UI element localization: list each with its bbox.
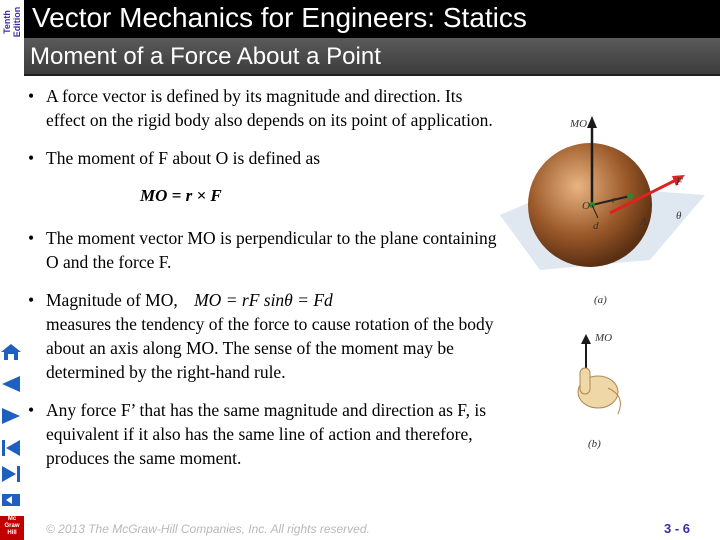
figure-label-o: O bbox=[582, 200, 590, 212]
figure-label-f: F bbox=[676, 176, 683, 188]
moment-formula: MO = r × F bbox=[140, 186, 222, 205]
previous-slide-icon[interactable] bbox=[0, 374, 22, 394]
subtitle-bar bbox=[24, 38, 720, 76]
figure-label-r: r bbox=[612, 194, 617, 206]
edition-label bbox=[0, 0, 24, 48]
figure-label-a: A bbox=[640, 216, 647, 228]
figure-label-mo-b: MO bbox=[595, 332, 613, 344]
home-icon[interactable] bbox=[0, 342, 22, 362]
edition-text: Tenth Edition bbox=[2, 6, 22, 38]
logo-text: Mc Graw Hill bbox=[4, 516, 20, 536]
last-slide-icon[interactable] bbox=[0, 464, 22, 484]
magnitude-formula: MO = rF sinθ = Fd bbox=[194, 290, 333, 310]
copyright-footer: © 2013 The McGraw-Hill Companies, Inc. All rights reserved. bbox=[46, 522, 370, 536]
figure-label-d: d bbox=[593, 220, 599, 232]
page-number: 3 - 6 bbox=[664, 521, 691, 536]
bullet-list bbox=[28, 84, 498, 484]
figure-label-theta: θ bbox=[676, 210, 682, 222]
first-slide-icon[interactable] bbox=[0, 438, 22, 458]
bullet-perpendicular: • The moment vector MO is perpendicular to the plane containing O and the force F. bbox=[28, 226, 498, 274]
exit-icon[interactable] bbox=[0, 490, 22, 510]
figure-caption-a: (a) bbox=[594, 294, 607, 306]
bullet-definition: • A force vector is defined by its magnitude and direction. Its effect on the rigid body also depends on its point of application. bbox=[28, 84, 498, 132]
bullet-moment-def: • The moment of F about O is defined as bbox=[28, 146, 498, 170]
moment-sphere-figure bbox=[500, 110, 705, 310]
bullet-magnitude: • Magnitude of MO, MO = rF sinθ = Fd measures the tendency of the force to cause rotation of the body about an axis along MO. The sense of the moment may be determined by the right-hand rule. bbox=[28, 288, 498, 384]
mcgraw-hill-logo bbox=[0, 516, 24, 540]
title-bar bbox=[24, 0, 720, 38]
slide-title: Vector Mechanics for Engineers: Statics bbox=[32, 2, 527, 33]
figure-label-mo: MO bbox=[570, 118, 588, 130]
bullet-equivalent: • Any force F’ that has the same magnitude and direction as F, is equivalent if it also has the same line of action and therefore, produces the same moment. bbox=[28, 398, 498, 470]
figure-caption-b: (b) bbox=[588, 438, 601, 450]
sidebar bbox=[0, 0, 24, 540]
slide-subtitle: Moment of a Force About a Point bbox=[30, 43, 381, 70]
next-slide-icon[interactable] bbox=[0, 406, 22, 426]
right-hand-rule-figure bbox=[560, 330, 640, 425]
